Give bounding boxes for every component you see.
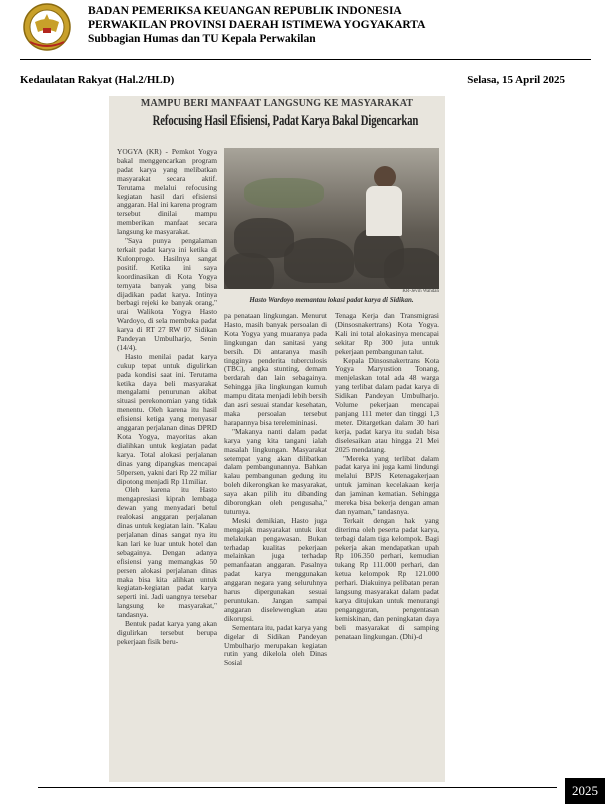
news-clipping	[109, 96, 445, 782]
paragraph: "Saya punya pengalaman terkait padat karya ini ketika di Kulonprogo. Hasilnya sangat positif. Ketika ini saya koordinasikan di Kota Yogya ternyata banyak yang bisa dijadikan padat karya. Intinya berbagi rejeki ke banyak orang," urai Walikota Yogya Hasto Wardoyo, di sela membuka padat karya di RT 27 RW 07 Sidikan Pandeyan Umbulharjo, Senin (14/4).	[117, 236, 217, 352]
org-line-2: PERWAKILAN PROVINSI DAERAH ISTIMEWA YOGYAKARTA	[88, 19, 426, 32]
bpk-seal-icon	[20, 2, 74, 52]
year-badge: 2025	[565, 778, 605, 804]
header-divider	[20, 59, 591, 60]
organization-name	[88, 4, 425, 47]
paragraph: "Mereka yang terlibat dalam padat karya ini juga kami lindungi melalui BPJS Ketenagakerjaan untuk jaminan kecelakaan kerja dan jaminan kematian. Sehingga mereka bisa bekerja dengan aman dan nyaman," tandasnya.	[335, 453, 439, 516]
paragraph: Terkait dengan hak yang diterima oleh peserta padat karya, terbagi dalam tiga kelompok. Bagi pekerja akan mendapatkan upah Rp 106.350 perhari, kemudian tukang Rp 111.000 perhari, dan ketua kelompok Rp 121.000 perhari. Diakuinya pelibatan peran langsung masyarakat dalam padat karya ditujukan untuk menurangi pengangguran, pengentasan kemiskinan, dan peningkatan daya beli masyarakat di samping penataan lingkungan. (Dhi)-d	[335, 515, 439, 641]
article-column-2	[224, 312, 327, 780]
paragraph: Bentuk padat karya yang akan digulirkan tersebut berupa pekerjaan fisik beru-	[117, 619, 217, 646]
publication-date: Selasa, 15 April 2025	[467, 74, 565, 86]
paragraph: Hasto menilai padat karya cukup tepat untuk digulirkan pada kondisi saat ini. Terutama ketika daya beli masyarakat mengalami penurunan akibat situasi perekonomian yang tidak menentu. Oleh karena itu hasil efisiensi ketiga yang menyasar anggaran perjalanan dinas DPRD Kota Yogya, mayoritas akan dialihkan untuk kegiatan padat karya. Total alokasi perjalanan dinas yang dipangkas mencapai 50persen, yakni dari Rp 22 miliar dipotong menjadi Rp 11miliar.	[117, 351, 217, 486]
org-line-3: Subbagian Humas dan TU Kepala Perwakilan	[88, 33, 316, 46]
article-column-3	[335, 312, 439, 780]
footer-divider	[38, 787, 557, 788]
photo-credit: KR-Jevih Wahdan	[402, 289, 439, 294]
paragraph: YOGYA (KR) - Pemkot Yogya bakal menggencarkan program padat karya yang melibatkan masyarakat secara aktif. Terutama melalui refocusing kegiatan hasil dari efisiensi anggaran. Hal ini karena program tersebut dinilai mampu memberikan manfaat secara langsung ke masyarakat.	[117, 147, 217, 237]
paragraph: pa penataan lingkungan. Menurut Hasto, masih banyak persoalan di Kota Yogya yang muaranya pada lingkungan dan sanitasi yang bersih. Di antaranya masih tingginya penderita tuberculosis (TBC), angka stunting, demam berdarah dan lain sebagainya. Sehingga jika lingkungan kumuh mampu ditata menjadi lebih bersih dan asri sesuai standar kesehatan, maka persoalan tersebut harapannya bisa terelemininasi.	[224, 311, 327, 427]
article-headline: Refocusing Hasil Efisiensi, Padat Karya Bakal Digencarkan	[152, 113, 419, 129]
letterhead	[0, 0, 613, 60]
paragraph: "Makanya nanti dalam padat karya yang kita tangani ialah masalah lingkungan. Masyarakat setempat yang akan dilibatkan dalam pembangunannya. Bahkan kalau pembangunan gedung itu boleh dikerongkan ke masyarakat, saya akan pilih itu dibanding diborongkan oleh pengusaha," tuturnya.	[224, 426, 327, 516]
paragraph: Kepala Dinsosnakertrans Kota Yogya Maryustion Tonang, menjelaskan total ada 48 warga yang terlibat dalam padat karya di Sidikan Pandeyan Umbulharjo. Volume pekerjaan mencapai panjang 111 meter dan tinggi 1,3 meter. Ditargetkan dalam 30 hari kerja, padat karya itu sudah bisa diselesaikan atau hingga 21 Mei 2025 mendatang.	[335, 355, 439, 454]
paragraph: Sementara itu, padat karya yang digelar di Sidikan Pandeyan Umbulharjo merupakan kegiatan rutin yang dikelola oleh Dinas Sosial	[224, 622, 328, 668]
article-column-1	[117, 148, 217, 780]
source-publication: Kedaulatan Rakyat (Hal.2/HLD)	[20, 74, 175, 86]
photo-caption: Hasto Wardoyo memantau lokasi padat karya di Sidikan.	[249, 296, 414, 304]
paragraph: Oleh karena itu Hasto mengapresiasi kiprah lembaga dewan yang menyadari betul realokasi anggaran perjalanan dinas untuk kegiatan lain. "Kalau perjalanan dinas sangat nya itu kan lari ke luar untuk hotel dan sebagainya. Dengan adanya efisiensi yang memangkas 50 persen alokasi perjalanan dinas maka bisa kita alihkan untuk kegiatan-kegiatan padat karya seperti ini. Jadi uangnya tersebar langsung ke masyarakat," tandasnya.	[117, 485, 217, 620]
paragraph: Tenaga Kerja dan Transmigrasi (Dinsosnakertrans) Kota Yogya. Kali ini total alokasinya mencapai sekitar Rp 300 juta untuk pekerjaan pembangunan talut.	[335, 311, 439, 356]
article-kicker: MAMPU BERI MANFAAT LANGSUNG KE MASYARAKAT	[140, 98, 414, 109]
org-line-1: BADAN PEMERIKSA KEUANGAN REPUBLIK INDONESIA	[88, 5, 402, 17]
article-photo	[224, 148, 439, 289]
paragraph: Meski demikian, Hasto juga mengajak masyarakat untuk ikut melakukan pengawasan. Bukan terhadap kualitas pekerjaan melainkan juga terhadap pemanfaatan anggaran. Pasalnya padat karya menggunakan anggaran negara yang seluruhnya harus dipergunakan sesuai peruntukan. Jangan sampai anggaran diselewengkan atau dikorupsi.	[224, 515, 327, 623]
